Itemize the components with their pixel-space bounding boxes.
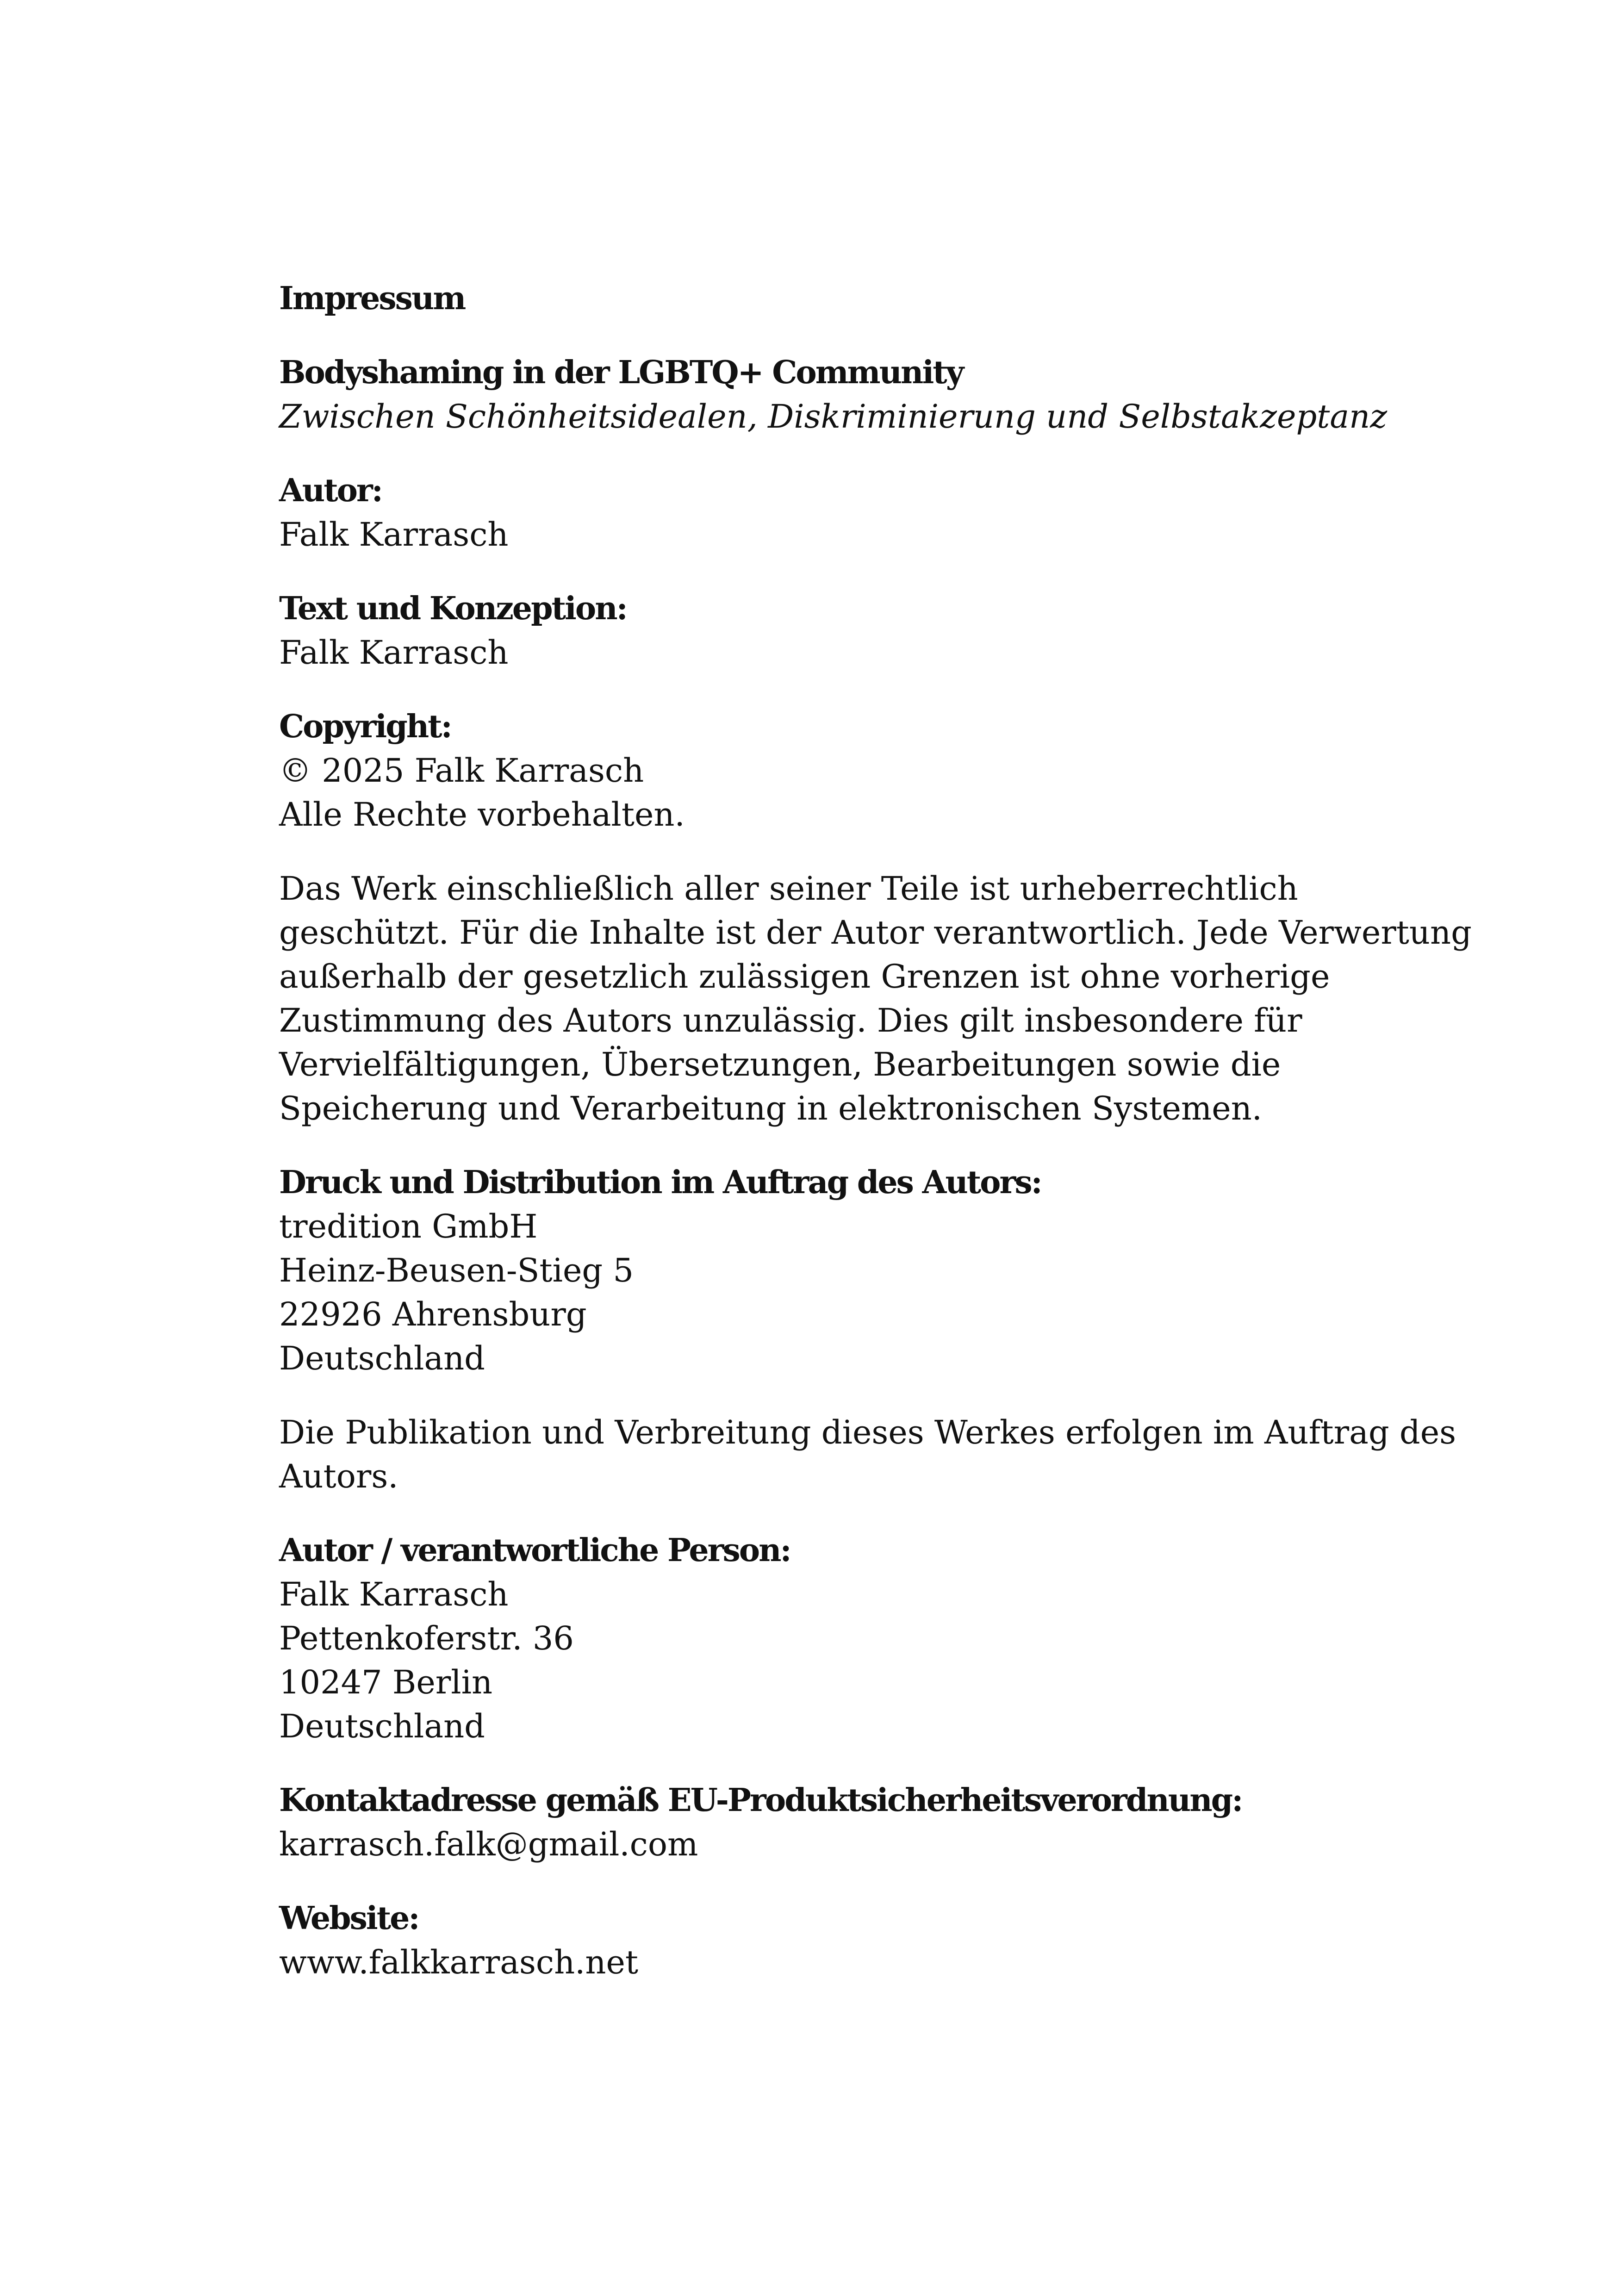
responsible-city: 10247 Berlin (279, 1663, 493, 1701)
distribution-label: Druck und Distribution im Auftrag des Autors: (279, 1164, 1041, 1201)
legal-line: außerhalb der gesetzlich zulässigen Grenzen ist ohne vorherige (279, 958, 1330, 996)
distribution-city: 22926 Ahrensburg (279, 1295, 587, 1333)
website-label: Website: (279, 1900, 419, 1937)
website-url: www.falkkarrasch.net (279, 1943, 639, 1981)
responsible-street: Pettenkoferstr. 36 (279, 1619, 574, 1657)
book-subtitle: Zwischen Schönheitsidealen, Diskriminierung und Selbstakzeptanz (279, 398, 1388, 436)
contact-email: karrasch.falk@gmail.com (279, 1825, 698, 1863)
imprint-heading: Impressum (279, 280, 465, 317)
imprint-content (279, 277, 1472, 1985)
distribution-street: Heinz-Beusen-Stieg 5 (279, 1251, 634, 1289)
copyright-section (279, 705, 1390, 837)
copyright-notice: © 2025 Falk Karrasch (279, 752, 644, 790)
publication-line: Die Publikation und Verbreitung dieses Werkes erfolgen im Auftrag des (279, 1413, 1456, 1451)
publication-note (279, 1411, 1456, 1499)
responsible-country: Deutschland (279, 1707, 485, 1745)
distribution-company: tredition GmbH (279, 1207, 538, 1245)
author-section (279, 469, 1390, 557)
book-info (279, 351, 1390, 439)
author-name: Falk Karrasch (279, 516, 509, 554)
author-label: Autor: (279, 472, 382, 509)
contact-label: Kontaktadresse gemäß EU-Produktsicherheitsverordnung: (279, 1782, 1242, 1819)
responsible-name: Falk Karrasch (279, 1575, 509, 1613)
distribution-section (279, 1161, 1390, 1381)
legal-line: geschützt. Für die Inhalte ist der Autor verantwortlich. Jede Verwertung (279, 914, 1472, 952)
distribution-country: Deutschland (279, 1339, 485, 1377)
legal-line: Vervielfältigungen, Übersetzungen, Bearbeitungen sowie die (279, 1045, 1281, 1083)
concept-name: Falk Karrasch (279, 634, 509, 672)
legal-line: Zustimmung des Autors unzulässig. Dies gilt insbesondere für (279, 1002, 1302, 1039)
book-title: Bodyshaming in der LGBTQ+ Community (279, 354, 963, 391)
legal-line: Das Werk einschließlich aller seiner Teile ist urheberrechtlich (279, 870, 1298, 908)
responsible-label: Autor / verantwortliche Person: (279, 1532, 790, 1569)
contact-section (279, 1779, 1390, 1867)
concept-label: Text und Konzeption: (279, 590, 627, 627)
publication-line: Autors. (279, 1457, 398, 1495)
responsible-section (279, 1529, 1390, 1748)
copyright-rights: Alle Rechte vorbehalten. (279, 796, 685, 834)
legal-paragraph (279, 867, 1472, 1131)
imprint-header (279, 277, 1390, 321)
legal-line: Speicherung und Verarbeitung in elektronischen Systemen. (279, 1089, 1263, 1127)
concept-section (279, 587, 1390, 675)
copyright-label: Copyright: (279, 708, 451, 745)
website-section (279, 1897, 1390, 1985)
